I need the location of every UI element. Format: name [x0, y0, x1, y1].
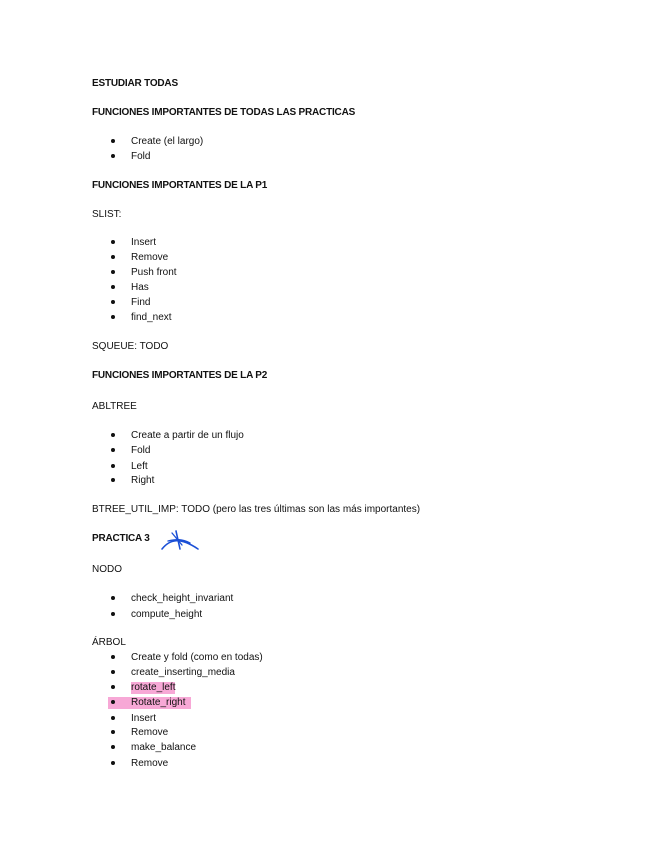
list-item: compute_height [131, 609, 203, 620]
bullet [111, 139, 115, 143]
list-item: Insert [131, 237, 157, 248]
list-item: Fold [131, 445, 151, 456]
list-item: Create (el largo) [131, 136, 204, 147]
bullet [111, 315, 115, 319]
heading-practica-3: PRACTICA 3 [92, 533, 150, 544]
list-item-highlighted: Rotate_right [131, 697, 186, 708]
bullet [111, 240, 115, 244]
heading-funciones-p2: FUNCIONES IMPORTANTES DE LA P2 [92, 370, 268, 381]
bullet [111, 716, 115, 720]
list-item: Left [131, 461, 148, 472]
squeue-line: SQUEUE: TODO [92, 341, 169, 352]
bullet [111, 655, 115, 659]
handwritten-scribble-icon [160, 527, 202, 555]
bullet [111, 154, 115, 158]
bullet [111, 255, 115, 259]
heading-estudiar-todas: ESTUDIAR TODAS [92, 78, 178, 89]
document-page [92, 0, 632, 848]
list-item: Create y fold (como en todas) [131, 652, 263, 663]
bullet [111, 464, 115, 468]
nodo-label: NODO [92, 564, 122, 575]
list-item: Has [131, 282, 149, 293]
bullet [111, 300, 115, 304]
list-item-highlighted: rotate_left [131, 682, 176, 693]
bullet [111, 270, 115, 274]
bullet [111, 730, 115, 734]
bullet [111, 612, 115, 616]
arbol-label: ÁRBOL [92, 637, 126, 648]
heading-funciones-todas: FUNCIONES IMPORTANTES DE TODAS LAS PRACTICAS [92, 107, 356, 118]
list-item: Create a partir de un flujo [131, 430, 244, 441]
bullet [111, 596, 115, 600]
list-item: Fold [131, 151, 151, 162]
bullet [111, 685, 115, 689]
list-item: Right [131, 475, 155, 486]
heading-funciones-p1: FUNCIONES IMPORTANTES DE LA P1 [92, 180, 268, 191]
list-item: Insert [131, 713, 157, 724]
list-item: Find [131, 297, 151, 308]
bullet [111, 761, 115, 765]
bullet [111, 700, 115, 704]
bullet [111, 670, 115, 674]
list-item: Remove [131, 727, 169, 738]
btree-util-line: BTREE_UTIL_IMP: TODO (pero las tres últimas son las más importantes) [92, 504, 421, 515]
abltree-label: ABLTREE [92, 401, 137, 412]
bullet [111, 745, 115, 749]
list-item: Remove [131, 758, 169, 769]
bullet [111, 478, 115, 482]
list-item: Push front [131, 267, 177, 278]
bullet [111, 433, 115, 437]
list-item: find_next [131, 312, 172, 323]
list-item: Remove [131, 252, 169, 263]
bullet [111, 285, 115, 289]
list-item: make_balance [131, 742, 197, 753]
bullet [111, 448, 115, 452]
slist-label: SLIST: [92, 209, 122, 220]
list-item: create_inserting_media [131, 667, 235, 678]
list-item: check_height_invariant [131, 593, 234, 604]
